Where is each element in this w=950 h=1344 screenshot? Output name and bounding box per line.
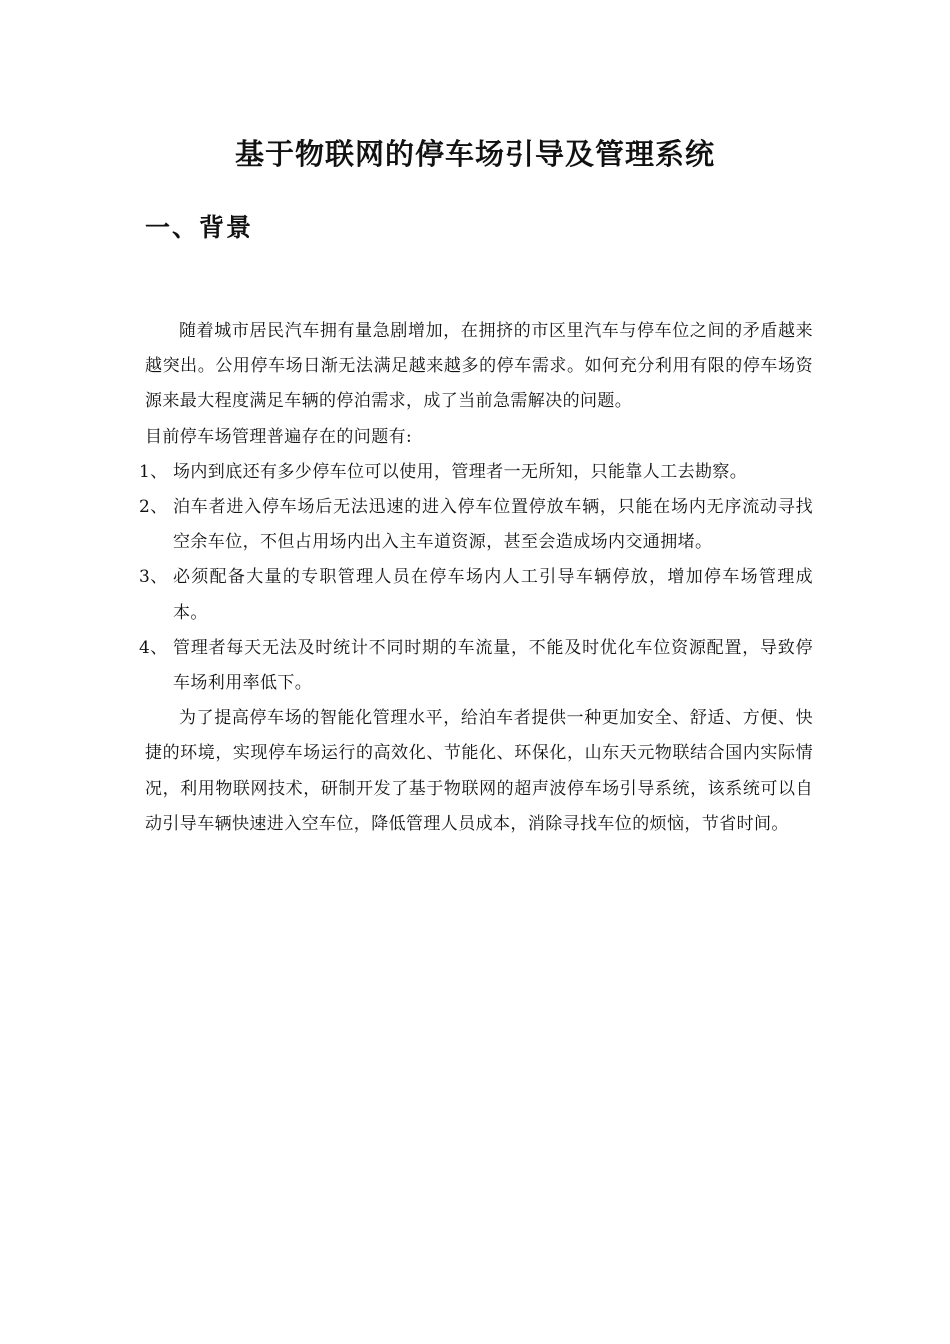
- list-item: [139, 631, 813, 701]
- list-item-number: 3、: [139, 567, 168, 588]
- intro-paragraph: 随着城市居民汽车拥有量急剧增加，在拥挤的市区里汽车与停车位之间的矛盾越来越突出。公用停车场日渐无法满足越来越多的停车需求。如何充分利用有限的停车场资源来最大程度满足车辆的停泊需求，成了当前急需解决的问题。: [145, 321, 813, 412]
- section-heading-background: 一、背景: [145, 213, 254, 242]
- list-item: [139, 560, 813, 630]
- list-item-text: 泊车者进入停车场后无法迅速的进入停车位置停放车辆，只能在场内无序流动寻找空余车位，不但占用场内出入主车道资源，甚至会造成场内交通拥堵。: [173, 497, 813, 553]
- document-body: [139, 314, 813, 842]
- list-item: [139, 490, 813, 560]
- list-item-number: 4、: [139, 637, 168, 658]
- list-item-text: 必须配备大量的专职管理人员在停车场内人工引导车辆停放，增加停车场管理成本。: [173, 567, 813, 623]
- list-item-number: 1、: [139, 461, 168, 482]
- list-item-number: 2、: [139, 497, 168, 518]
- problems-list: [139, 455, 813, 701]
- conclusion-paragraph: 为了提高停车场的智能化管理水平，给泊车者提供一种更加安全、舒适、方便、快捷的环境，实现停车场运行的高效化、节能化、环保化，山东天元物联结合国内实际情况，利用物联网技术，研制开发了基于物联网的超声波停车场引导系统，该系统可以自动引导车辆快速进入空车位，降低管理人员成本，消除寻找车位的烦恼，节省时间。: [145, 708, 813, 834]
- problems-intro: 目前停车场管理普遍存在的问题有:: [145, 426, 413, 447]
- list-item-text: 场内到底还有多少停车位可以使用，管理者一无所知，只能靠人工去勘察。: [173, 461, 748, 482]
- list-item: [139, 455, 813, 490]
- document-title: 基于物联网的停车场引导及管理系统: [234, 137, 715, 171]
- list-item-text: 管理者每天无法及时统计不同时期的车流量，不能及时优化车位资源配置，导致停车场利用率低下。: [173, 637, 813, 694]
